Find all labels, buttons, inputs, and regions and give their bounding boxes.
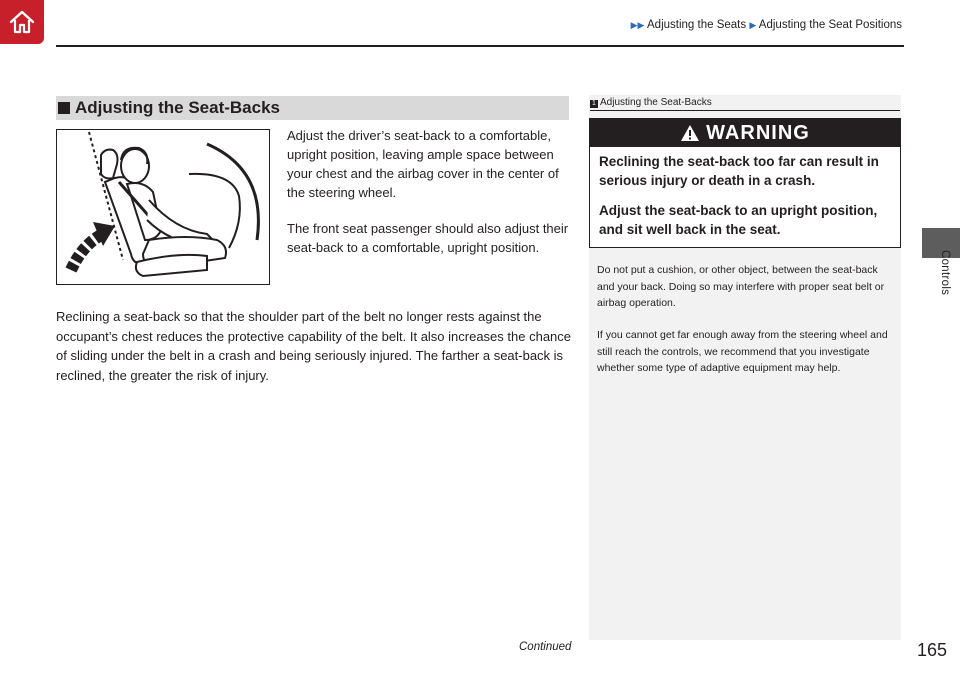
page-number: 165 bbox=[917, 640, 948, 660]
section-square-icon bbox=[58, 102, 70, 114]
warning-box bbox=[589, 118, 901, 248]
seat-occupant-illustration bbox=[57, 130, 269, 284]
breadcrumb-item-seats[interactable]: Adjusting the Seats bbox=[647, 19, 747, 31]
breadcrumb-item-seat-positions[interactable]: Adjusting the Seat Positions bbox=[758, 19, 902, 31]
home-icon bbox=[7, 7, 37, 37]
note-paragraph-adaptive: If you cannot get far enough away from the steering wheel and still reach the controls, we recommend that you investigate whether some type of adaptive equipment may help. bbox=[597, 329, 888, 374]
paragraph-driver-seat: Adjust the driver’s seat-back to a comfortable, upright position, leaving ample space between your chest and the airbag cover in the center of the steering wheel. bbox=[287, 128, 559, 200]
continued-label[interactable]: Continued bbox=[519, 641, 572, 653]
side-note-heading bbox=[590, 97, 900, 111]
home-button[interactable] bbox=[0, 0, 44, 44]
header-rule bbox=[56, 45, 904, 47]
seat-back-illustration bbox=[56, 129, 270, 285]
warning-label: WARNING bbox=[706, 121, 810, 144]
warning-text-recline: Reclining the seat-back too far can result in serious injury or death in a crash. bbox=[599, 154, 879, 188]
breadcrumb-arrow-icon: ▶▶ bbox=[630, 20, 645, 30]
warning-banner bbox=[590, 119, 900, 147]
chapter-tab-label[interactable]: Controls bbox=[939, 250, 951, 296]
warning-triangle-icon bbox=[680, 124, 700, 142]
section-header bbox=[56, 96, 569, 120]
breadcrumb-arrow-icon: ▶ bbox=[749, 20, 757, 30]
note-paragraph-cushion: Do not put a cushion, or other object, between the seat-back and your back. Doing so may interfere with proper seat belt or airbag operation. bbox=[597, 264, 885, 309]
note-marker-icon: 1 bbox=[590, 100, 598, 108]
breadcrumb bbox=[600, 19, 902, 31]
side-note-heading-text: Adjusting the Seat-Backs bbox=[600, 97, 712, 108]
warning-text-upright: Adjust the seat-back to an upright position, and sit well back in the seat. bbox=[599, 203, 878, 237]
paragraph-reclining-risk: Reclining a seat-back so that the shoulder part of the belt no longer rests against the occupant’s chest reduces the protective capability of the belt. It also increases the chance of sliding under the belt in a crash and being seriously injured. The farther a seat-back is reclined, the greater the risk of injury. bbox=[56, 309, 572, 383]
paragraph-passenger-seat: The front seat passenger should also adjust their seat-back to a comfortable, upright position. bbox=[287, 221, 569, 255]
section-title: Adjusting the Seat-Backs bbox=[75, 98, 280, 117]
